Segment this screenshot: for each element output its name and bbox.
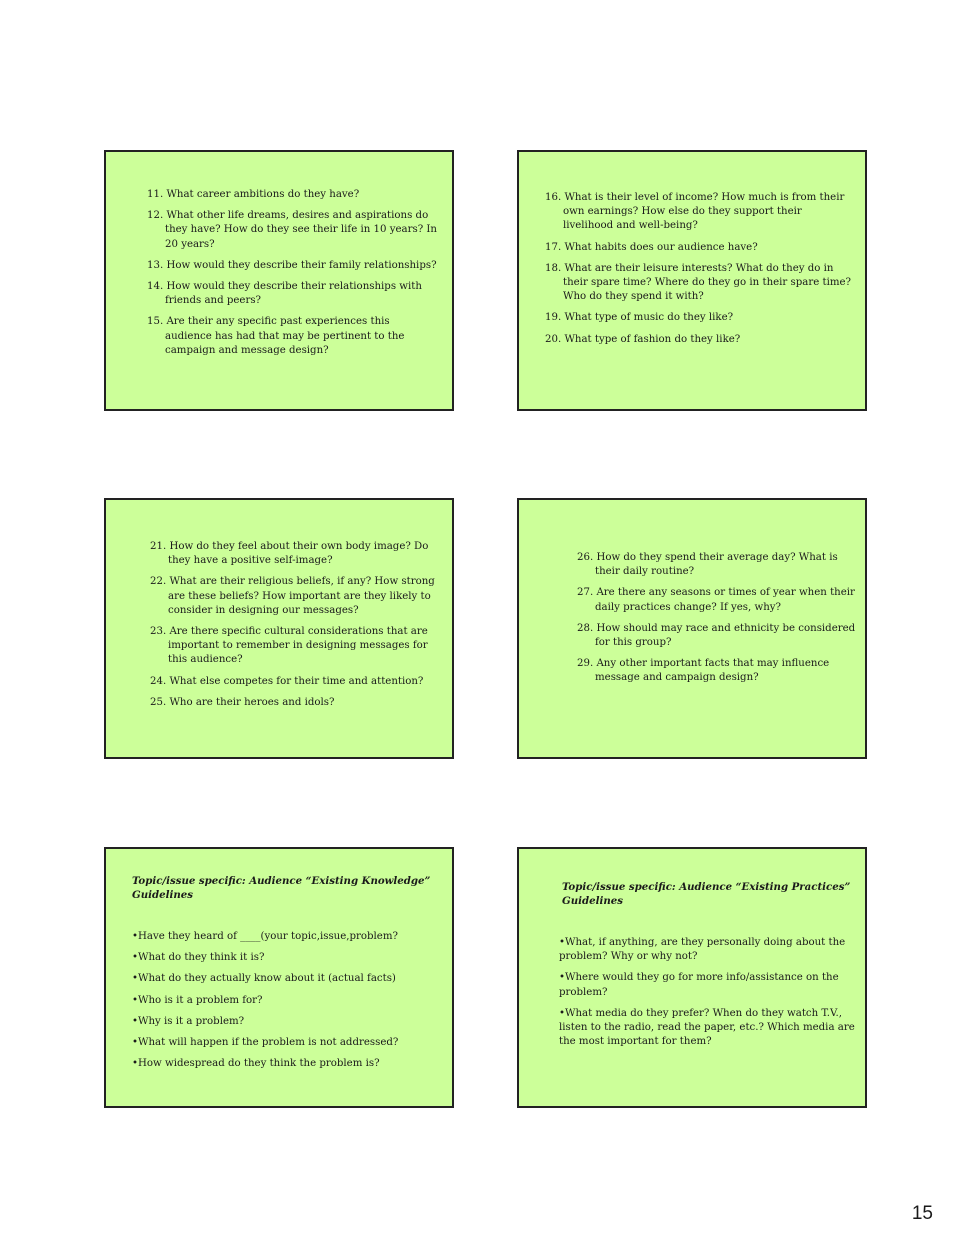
question-item: 20. What type of fashion do they like? <box>545 333 741 345</box>
bullet-item: •Have they heard of ____(your topic,issue,problem? <box>132 931 398 942</box>
bullet-item: •What will happen if the problem is not addressed? <box>132 1037 399 1049</box>
question-item: 26. How do they spend their average day? What is their daily routine? <box>577 552 838 578</box>
question-item: 25. Who are their heroes and idols? <box>150 696 335 708</box>
question-item: 14. How would they describe their relationships with friends and peers? <box>147 281 422 307</box>
bullet-item: •What do they think it is? <box>132 952 265 964</box>
bullet-list <box>132 930 442 1078</box>
slide-2 <box>517 150 867 411</box>
bullet-item: •Why is it a problem? <box>132 1015 245 1027</box>
bullet-item: •What media do they prefer? When do they watch T.V., listen to the radio, read the paper, etc.? Which media are the most important for them? <box>559 1007 855 1048</box>
question-item: 27. Are there any seasons or times of year when their daily practices change? If yes, why? <box>577 587 855 613</box>
page-number: 15 <box>911 1203 933 1224</box>
question-item: 11. What career ambitions do they have? <box>147 189 360 200</box>
question-item: 16. What is their level of income? How much is from their own earnings? How else do they support their livelihood and well-being? <box>545 192 845 232</box>
question-item: 18. What are their leisure interests? What do they do in their spare time? Where do they go in their spare time? Who do they spend it with? <box>545 262 851 303</box>
slide-4 <box>517 498 867 759</box>
question-item: 23. Are there specific cultural considerations that are important to remember in designing messages for this audience? <box>150 626 428 666</box>
question-list <box>545 191 851 354</box>
question-item: 17. What habits does our audience have? <box>545 241 758 253</box>
question-item: 12. What other life dreams, desires and aspirations do they have? How do they see their life in 10 years? In 20 years? <box>147 210 437 250</box>
question-item: 19. What type of music do they like? <box>545 312 734 324</box>
question-item: 24. What else competes for their time and attention? <box>150 675 424 687</box>
question-item: 21. How do they feel about their own body image? Do they have a positive self-image? <box>150 541 429 567</box>
bullet-list <box>559 936 859 1056</box>
slide-title: Topic/issue specific: Audience “Existing Knowledge” Guidelines <box>132 875 431 902</box>
slide-1 <box>104 150 454 411</box>
slide-6 <box>517 847 867 1108</box>
slide-title: Topic/issue specific: Audience “Existing Practices” Guidelines <box>562 881 851 908</box>
question-list <box>147 188 437 365</box>
bullet-item: •Who is it a problem for? <box>132 994 263 1006</box>
bullet-item: •How widespread do they think the problem is? <box>132 1058 380 1070</box>
question-list <box>150 540 440 717</box>
bullet-item: •Where would they go for more info/assistance on the problem? <box>559 972 839 998</box>
slide-5 <box>104 847 454 1108</box>
question-item: 13. How would they describe their family relationships? <box>147 259 437 271</box>
question-list <box>577 551 859 693</box>
question-item: 22. What are their religious beliefs, if any? How strong are these beliefs? How important are they likely to consider in designing our messages? <box>150 576 435 616</box>
bullet-item: •What, if anything, are they personally doing about the problem? Why or why not? <box>559 937 846 963</box>
question-item: 28. How should may race and ethnicity be considered for this group? <box>577 622 856 649</box>
question-item: 29. Any other important facts that may influence message and campaign design? <box>577 658 830 684</box>
question-item: 15. Are their any specific past experiences this audience has had that may be pertinent to the campaign and message design? <box>147 316 405 356</box>
slide-3 <box>104 498 454 759</box>
bullet-item: •What do they actually know about it (actual facts) <box>132 973 396 985</box>
